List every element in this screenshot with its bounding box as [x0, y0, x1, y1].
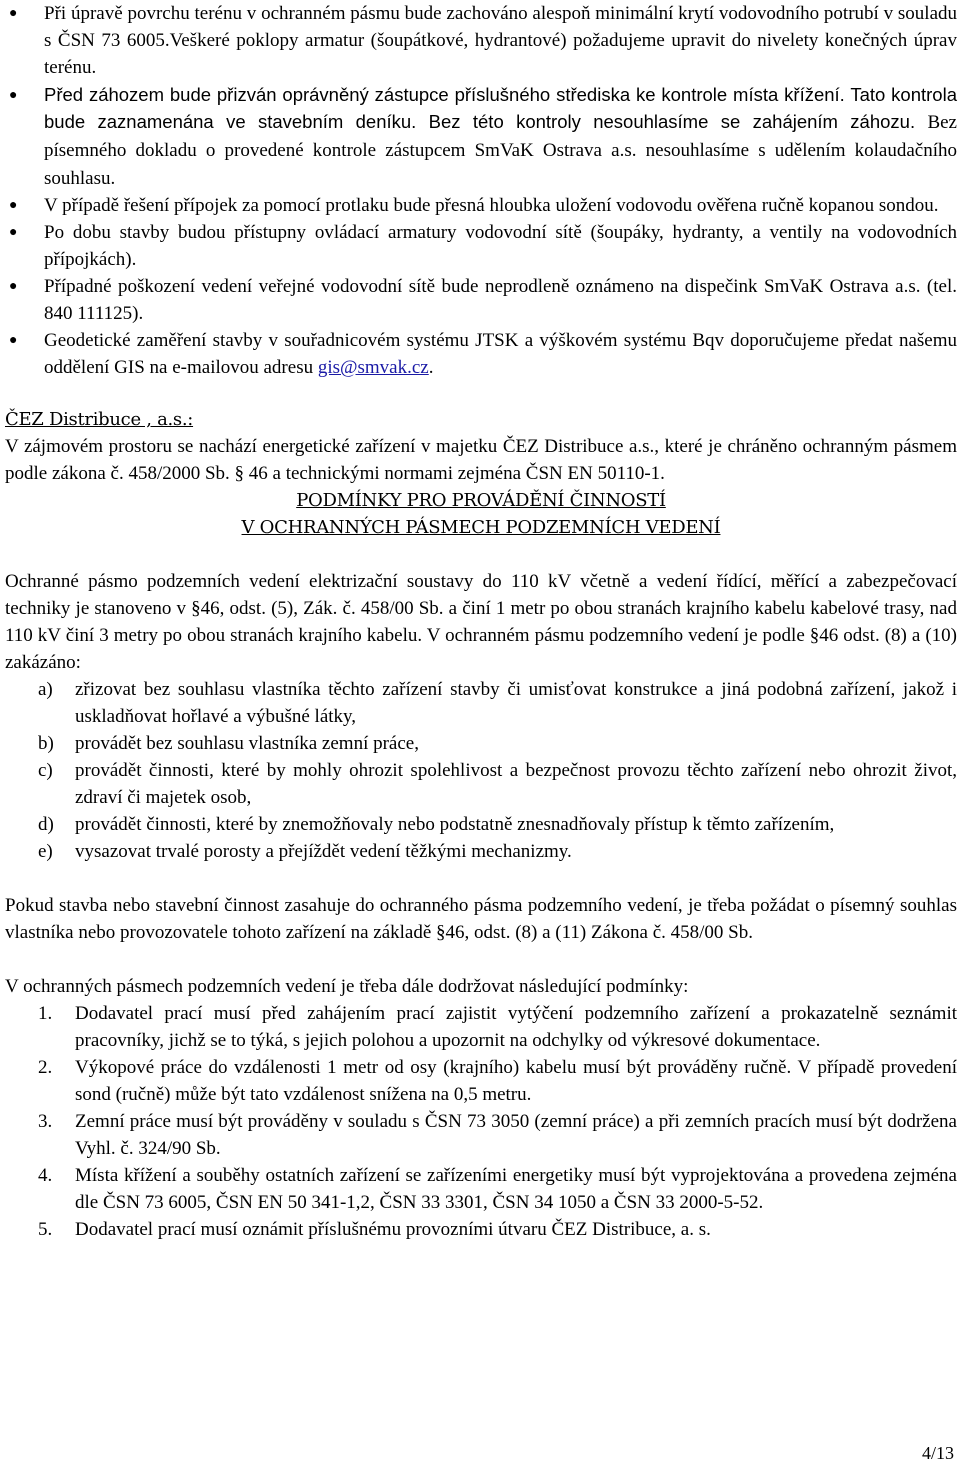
list-item: 2. Výkopové práce do vzdálenosti 1 metr od osy (krajního) kabelu musí být prováděny ručně. V případě provedení sond (ručně) může být tato vzdálenost snížena na 0,5 metru.: [38, 1057, 957, 1105]
list-item: ● V případě řešení přípojek za pomocí protlaku bude přesná hloubka uložení vodovodu ověřena ručně kopanou sondou.: [5, 192, 957, 219]
cez-heading: ČEZ Distribuce , a.s.:: [5, 409, 194, 430]
bullet-icon: ●: [9, 225, 18, 240]
bullet-icon: ●: [9, 86, 18, 102]
list-item: 3. Zemní práce musí být prováděny v souladu s ČSN 73 3050 (zemní práce) a při zemních pracích musí být dodržena Vyhl. č. 324/90 Sb.: [38, 1111, 957, 1159]
bullet-icon: ●: [9, 279, 18, 294]
consent-paragraph: Pokud stavba nebo stavební činnost zasahuje do ochranného pásma podzemního vedení, je třeba požádat o písemný souhlas vlastníka nebo provozovatele tohoto zařízení na základě §46, odst. (8) a (11) Zákona č. 458/00 Sb.: [5, 895, 957, 943]
list-item: 1. Dodavatel prací musí před zahájením prací zajistit vytýčení podzemního zařízení a prokazatelně seznámit pracovníky, jichž se to týká, s jejich polohou a upozornit na odchylky od výkresové dokumentace.: [38, 1003, 957, 1051]
list-item: ● Geodetické zaměření stavby v souřadnicovém systému JTSK a výškovém systému Bqv doporučujeme předat našemu oddělení GIS na e-mailovou adresu gis@smvak.cz.: [5, 327, 957, 381]
list-item: ● Při úpravě povrchu terénu v ochranném pásmu bude zachováno alespoň minimální krytí vodovodního potrubí v souladu s ČSN 73 6005.Veškeré poklopy armatur (šoupátkové, hydrantové) požadujeme upravit do nivelety konečných úprav terénu.: [5, 0, 957, 81]
section-title-line-2: V OCHRANNÝCH PÁSMECH PODZEMNÍCH VEDENÍ: [241, 517, 721, 538]
bullet-icon: ●: [9, 6, 18, 21]
prohibited-activities-list: [5, 676, 957, 865]
list-item: ● Po dobu stavby budou přístupny ovládací armatury vodovodní sítě (šoupáky, hydranty, a ventily na vodovodních přípojkách).: [5, 219, 957, 273]
email-link[interactable]: gis@smvak.cz: [317, 357, 429, 378]
list-item: ● Před záhozem bude přizván oprávněný zástupce příslušného střediska ke kontrole místa křížení. Tato kontrola bude zaznamenána ve stavebním deníku. Bez této kontroly nesouhlasíme se zahájením záhozu. Bez písemného dokladu o provedené kontrole zástupcem SmVaK Ostrava a.s. nesouhlasíme s udělením kolaudačního souhlasu.: [5, 81, 957, 192]
list-item: c) provádět činnosti, které by mohly ohrozit spolehlivost a bezpečnost provozu těchto zařízení nebo ohrozit život, zdraví či majetek osob,: [38, 760, 957, 808]
section-title-line-1: PODMÍNKY PRO PROVÁDĚNÍ ČINNOSTÍ: [296, 490, 666, 511]
bullet-icon: ●: [9, 198, 18, 213]
cez-intro: V zájmovém prostoru se nachází energetické zařízení v majetku ČEZ Distribuce a.s., které je chráněno ochranným pásmem podle zákona č. 458/2000 Sb. § 46 a technickými normami zejména ČSN EN 50110-1.: [5, 436, 957, 484]
conditions-paragraph: V ochranných pásmech podzemních vedení je třeba dále dodržovat následující podmínky:: [5, 976, 689, 997]
list-item: 4. Místa křížení a souběhy ostatních zařízení se zařízeními energetiky musí být vyprojektována a provedena zejména dle ČSN 73 6005, ČSN EN 50 341-1,2, ČSN 33 3301, ČSN 34 1050 a ČSN 33 2000-5-52.: [38, 1165, 957, 1213]
bullet-icon: ●: [9, 333, 18, 348]
list-item: 5. Dodavatel prací musí oznámit příslušnému provozními útvaru ČEZ Distribuce, a. s.: [38, 1219, 711, 1240]
list-item: b) provádět bez souhlasu vlastníka zemní práce,: [38, 733, 419, 754]
list-item: e) vysazovat trvalé porosty a přejíždět vedení těžkými mechanizmy.: [38, 841, 572, 862]
list-item: ● Případné poškození vedení veřejné vodovodní sítě bude neprodleně oznámeno na dispečink SmVaK Ostrava a.s. (tel. 840 111125).: [5, 273, 957, 327]
list-item: d) provádět činnosti, které by znemožňovaly nebo podstatně znesnadňovaly přístup k těmto zařízením,: [38, 814, 835, 835]
page-number: 4/13: [921, 1443, 954, 1463]
smvak-conditions-list: [5, 0, 957, 381]
protection-zone-paragraph: Ochranné pásmo podzemních vedení elektrizační soustavy do 110 kV včetně a vedení řídící, měřící a zabezpečovací techniky je stanoveno v §46, odst. (5), Zák. č. 458/00 Sb. a činí 1 metr po obou stranách krajního kabelu kabelové trasy, nad 110 kV činí 3 metry po obou stranách krajního kabelu. V ochranném pásmu podzemního vedení je podle §46 odst. (8) a (10) zakázáno:: [5, 571, 957, 673]
list-item: a) zřizovat bez souhlasu vlastníka těchto zařízení stavby či umisťovat konstrukce a jiná podobná zařízení, jakož i uskladňovat hořlavé a výbušné látky,: [38, 679, 957, 727]
conditions-list: [5, 1000, 957, 1243]
document-page: [5, 0, 957, 1243]
